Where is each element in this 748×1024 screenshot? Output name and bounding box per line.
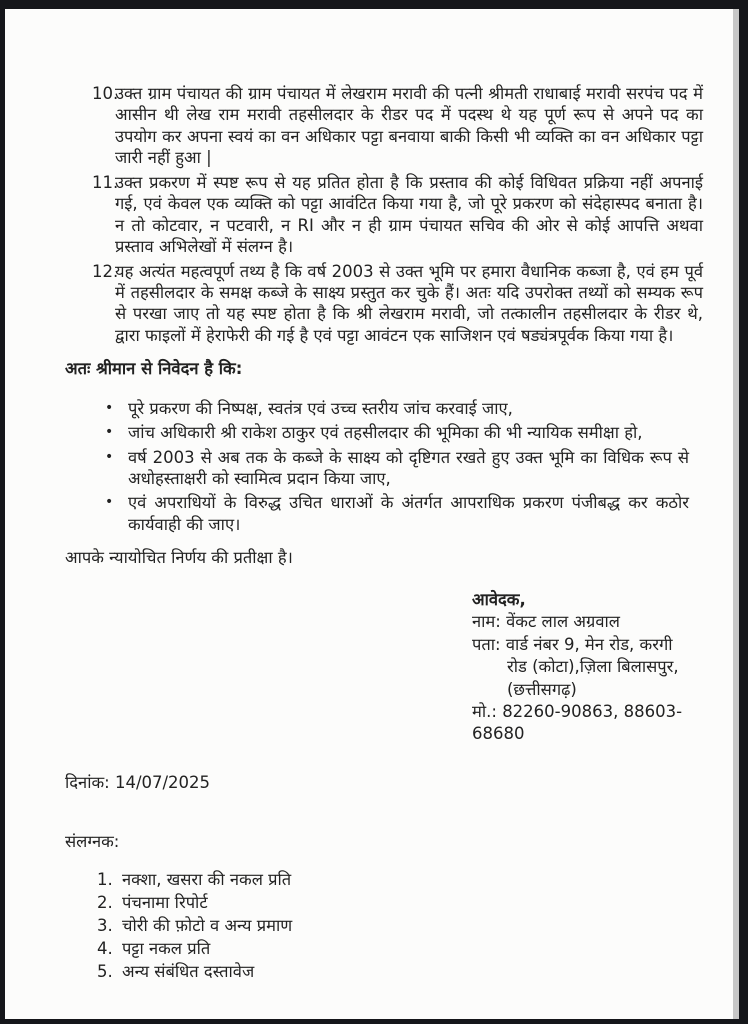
request-item: [105, 398, 689, 419]
point-number: 12.: [92, 261, 119, 281]
attachment-text: नक्शा, खसरा की नकल प्रति: [122, 869, 292, 889]
bullet-icon: •: [105, 448, 114, 465]
document-page: [5, 9, 733, 1019]
attachment-item: [97, 937, 703, 960]
bullet-icon: •: [105, 494, 114, 511]
bullet-icon: •: [105, 424, 114, 441]
attachment-text: अन्य संबंधित दस्तावेज: [122, 962, 255, 982]
request-text: जांच अधिकारी श्री राकेश ठाकुर एवं तहसीलदार की भूमिका की भी न्यायिक समीक्षा हो,: [128, 423, 643, 443]
attachment-item: [97, 891, 703, 914]
applicant-address-line1: पता: वार्ड नंबर 9, मेन रोड, करगी: [472, 634, 673, 654]
applicant-block: [472, 589, 703, 746]
request-list: [105, 398, 689, 536]
attachment-number: 1.: [97, 869, 113, 889]
applicant-address-line2: रोड (कोटा),ज़िला बिलासपुर,: [507, 657, 679, 677]
attachment-text: पट्टा नकल प्रति: [122, 938, 211, 958]
attachment-item: [97, 868, 703, 891]
applicant-address-line3: (छत्तीसगढ़): [507, 679, 577, 699]
point-text: उक्त प्रकरण में स्पष्ट रूप से यह प्रतित होता है कि प्रस्ताव की कोई विधिवत प्रक्रिया नहीं अपनाई गई, एवं केवल एक व्यक्ति को पट्टा आवंटित किया गया है, जो पूरे प्रकरण को संदेहास्पद बनाता है। न तो कोटवार, न पटवारी, न RI और न ही ग्राम पंचायत सचिव की ओर से कोई आपत्ति अथवा प्रस्ताव अभिलेखों में संलग्न है।: [115, 172, 703, 257]
point-number: 11.: [92, 172, 119, 192]
attachments-list: [97, 868, 703, 983]
attachment-item: [97, 960, 703, 983]
request-text: वर्ष 2003 से अब तक के कब्जे के साक्ष्य को दृष्टिगत रखते हुए उक्त भूमि का विधिक रूप से अधोहस्ताक्षरी को स्वामित्व प्रदान किया जाए,: [128, 447, 689, 488]
attachment-number: 5.: [97, 962, 113, 982]
date-line: दिनांक: 14/07/2025: [65, 772, 211, 792]
closing-line: आपके न्यायोचित निर्णय की प्रतीक्षा है।: [65, 548, 293, 568]
point-text: उक्त ग्राम पंचायत की ग्राम पंचायत में लेखराम मरावी की पत्नी श्रीमती राधाबाई मरावी सरपंच पद में आसीन थी लेख राम मरावी तहसीलदार के रीडर पद में पदस्थ थे यह पूर्ण रूप से अपने पद का उपयोग कर अपना स्वयं का वन अधिकार पट्टा बनवाया बाकी किसी भी व्यक्ति का वन अधिकार पट्टा जारी नहीं हुआ |: [115, 84, 703, 168]
request-item: [105, 422, 689, 443]
petition-point-12: [92, 261, 703, 347]
applicant-mobile: मो.: 82260-90863, 88603-68680: [472, 701, 683, 744]
attachment-text: पंचनामा रिपोर्ट: [122, 892, 208, 912]
attachment-text: चोरी की फ़ोटो व अन्य प्रमाण: [122, 915, 293, 935]
attachment-number: 4.: [97, 938, 113, 958]
request-text: पूरे प्रकरण की निष्पक्ष, स्वतंत्र एवं उच्च स्तरीय जांच करवाई जाए,: [128, 398, 513, 418]
attachment-number: 3.: [97, 915, 113, 935]
petition-point-11: [92, 172, 703, 258]
request-item: [105, 447, 689, 490]
request-heading: अतः श्रीमान से निवेदन है कि:: [65, 359, 243, 379]
scan-edge-strip: [733, 9, 739, 1019]
point-number: 10.: [92, 84, 119, 103]
applicant-heading: आवेदक,: [472, 589, 526, 609]
request-item: [105, 492, 689, 535]
point-text: यह अत्यंत महत्वपूर्ण तथ्य है कि वर्ष 2003 से उक्त भूमि पर हमारा वैधानिक कब्जा है, एवं हम पूर्व में तहसीलदार के समक्ष कब्जे के साक्ष्य प्रस्तुत कर चुके हैं। अतः यदि उपरोक्त तथ्यों को सम्यक रूप से परखा जाए तो यह स्पष्ट होता है कि श्री लेखराम मरावी, जो तत्कालीन तहसीलदार के रीडर थे, द्वारा फाइलों में हेराफेरी की गई है एवं पट्टा आवंटन एक साजिशन एवं षड्यंत्रपूर्वक किया गया है।: [115, 261, 703, 345]
petition-points-list: [92, 83, 703, 346]
bullet-icon: •: [105, 399, 114, 416]
attachment-item: [97, 914, 703, 937]
attachments-heading: संलग्नक:: [65, 832, 120, 852]
request-text: एवं अपराधियों के विरुद्ध उचित धाराओं के अंतर्गत आपराधिक प्रकरण पंजीबद्ध कर कठोर कार्यवाही की जाए।: [128, 493, 689, 534]
applicant-name: नाम: वेंकट लाल अग्रवाल: [472, 612, 620, 632]
petition-point-10: [92, 83, 703, 169]
attachment-number: 2.: [97, 892, 113, 912]
